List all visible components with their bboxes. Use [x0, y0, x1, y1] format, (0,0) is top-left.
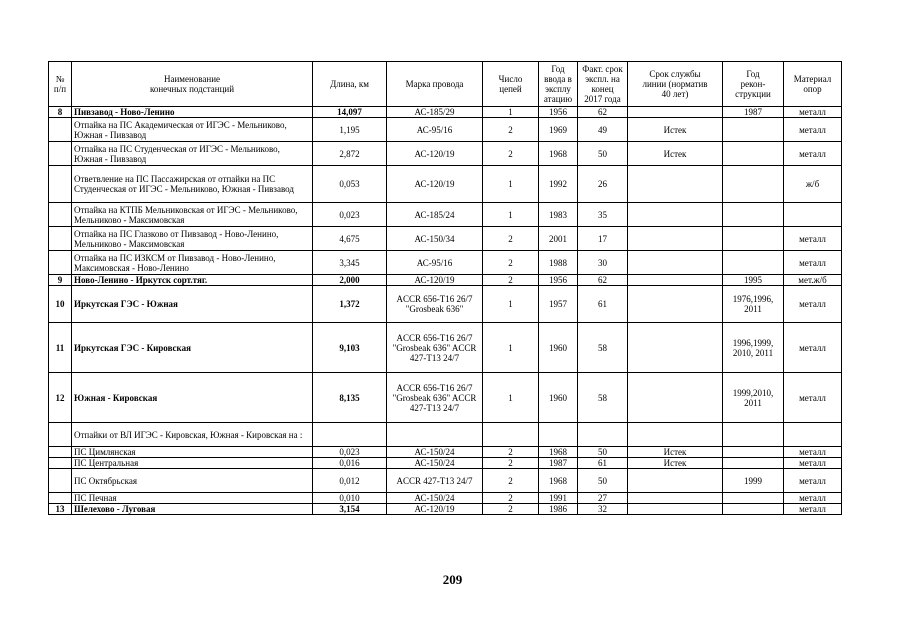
cell-year: 1969	[539, 118, 578, 142]
table-body	[49, 107, 842, 515]
cell-num	[49, 469, 72, 493]
cell-year: 1988	[539, 251, 578, 275]
cell-circuits	[483, 423, 539, 447]
cell-circuits: 2	[483, 504, 539, 515]
header-wire: Марка провода	[387, 62, 483, 107]
header-circuits: Число цепей	[483, 62, 539, 107]
cell-wire: АС-185/29	[387, 107, 483, 118]
cell-num: 13	[49, 504, 72, 515]
cell-year: 1956	[539, 275, 578, 286]
cell-material: металл	[784, 118, 842, 142]
cell-life: Истек	[628, 142, 723, 166]
cell-year: 1991	[539, 493, 578, 504]
cell-year: 1968	[539, 447, 578, 458]
header-life: Срок службы линии (норматив 40 лет)	[628, 62, 723, 107]
cell-wire: АС-150/24	[387, 493, 483, 504]
cell-material: металл	[784, 447, 842, 458]
cell-num: 8	[49, 107, 72, 118]
cell-recon	[723, 504, 784, 515]
table-row-branch	[49, 142, 842, 166]
cell-recon: 1999,2010, 2011	[723, 373, 784, 423]
cell-life: Истек	[628, 118, 723, 142]
cell-wire: АС-150/34	[387, 227, 483, 251]
cell-length: 0,023	[313, 203, 387, 227]
cell-age: 49	[578, 118, 628, 142]
cell-num: 11	[49, 323, 72, 373]
cell-wire: АС-120/19	[387, 504, 483, 515]
cell-length: 1,195	[313, 118, 387, 142]
cell-life: Истек	[628, 458, 723, 469]
table-row-branch	[49, 423, 842, 447]
cell-name: Отпайки от ВЛ ИГЭС - Кировская, Южная - Кировская на :	[72, 423, 313, 447]
cell-material: ж/б	[784, 166, 842, 203]
cell-wire: АС-120/19	[387, 166, 483, 203]
cell-wire	[387, 423, 483, 447]
cell-recon	[723, 423, 784, 447]
cell-length: 3,154	[313, 504, 387, 515]
cell-recon	[723, 118, 784, 142]
cell-recon	[723, 493, 784, 504]
cell-wire: ACCR 656-T16 26/7 "Grosbeak 636" ACCR 427-T13 24/7	[387, 323, 483, 373]
cell-life	[628, 286, 723, 323]
cell-age: 62	[578, 275, 628, 286]
cell-life: Истек	[628, 447, 723, 458]
cell-name: Южная - Кировская	[72, 373, 313, 423]
cell-recon	[723, 142, 784, 166]
cell-circuits: 2	[483, 142, 539, 166]
cell-name: Шелехово - Луговая	[72, 504, 313, 515]
cell-material: металл	[784, 493, 842, 504]
cell-length: 0,012	[313, 469, 387, 493]
cell-circuits: 1	[483, 166, 539, 203]
cell-length: 1,372	[313, 286, 387, 323]
cell-name: Ответвление на ПС Пассажирская от отпайки на ПС Студенческая от ИГЭС - Мельниково, Южная - Пивзавод	[72, 166, 313, 203]
cell-wire: АС-120/19	[387, 275, 483, 286]
cell-circuits: 1	[483, 286, 539, 323]
cell-circuits: 2	[483, 251, 539, 275]
cell-name: ПС Октябрьская	[72, 469, 313, 493]
cell-circuits: 2	[483, 493, 539, 504]
cell-year: 1968	[539, 142, 578, 166]
table-row-branch	[49, 166, 842, 203]
cell-year: 2001	[539, 227, 578, 251]
cell-name: Отпайка на КТПБ Мельниковская от ИГЭС - Мельниково, Мельниково - Максимовская	[72, 203, 313, 227]
cell-age: 62	[578, 107, 628, 118]
header-row	[49, 62, 842, 107]
cell-year: 1986	[539, 504, 578, 515]
cell-life	[628, 227, 723, 251]
cell-circuits: 2	[483, 275, 539, 286]
table-row-branch	[49, 469, 842, 493]
cell-recon	[723, 447, 784, 458]
cell-num	[49, 447, 72, 458]
cell-circuits: 2	[483, 469, 539, 493]
table-row-line	[49, 504, 842, 515]
cell-circuits: 2	[483, 118, 539, 142]
cell-name: ПС Цимлянская	[72, 447, 313, 458]
header-material: Материал опор	[784, 62, 842, 107]
header-age: Факт. срок экспл. на конец 2017 года	[578, 62, 628, 107]
cell-life	[628, 423, 723, 447]
cell-length: 4,675	[313, 227, 387, 251]
header-recon: Год рекон- струкции	[723, 62, 784, 107]
table-row-line	[49, 275, 842, 286]
cell-material: металл	[784, 142, 842, 166]
cell-num	[49, 203, 72, 227]
cell-circuits: 1	[483, 107, 539, 118]
cell-year: 1992	[539, 166, 578, 203]
cell-age: 61	[578, 458, 628, 469]
cell-circuits: 1	[483, 323, 539, 373]
table-row-branch	[49, 493, 842, 504]
cell-wire: АС-150/24	[387, 458, 483, 469]
cell-num	[49, 251, 72, 275]
cell-material: мет.ж/б	[784, 275, 842, 286]
cell-material: металл	[784, 323, 842, 373]
cell-year: 1960	[539, 373, 578, 423]
table-row-line	[49, 107, 842, 118]
cell-recon: 1996,1999, 2010, 2011	[723, 323, 784, 373]
cell-wire: АС-185/24	[387, 203, 483, 227]
cell-year: 1987	[539, 458, 578, 469]
cell-age: 58	[578, 373, 628, 423]
cell-age: 50	[578, 447, 628, 458]
cell-age: 35	[578, 203, 628, 227]
cell-num	[49, 142, 72, 166]
cell-year: 1957	[539, 286, 578, 323]
cell-material: металл	[784, 227, 842, 251]
cell-length	[313, 423, 387, 447]
cell-age	[578, 423, 628, 447]
cell-num: 10	[49, 286, 72, 323]
cell-circuits: 2	[483, 458, 539, 469]
cell-age: 50	[578, 469, 628, 493]
table-row-branch	[49, 447, 842, 458]
header-name: Наименование конечных подстанций	[72, 62, 313, 107]
cell-length: 0,016	[313, 458, 387, 469]
cell-life	[628, 493, 723, 504]
cell-circuits: 2	[483, 227, 539, 251]
cell-life	[628, 504, 723, 515]
cell-year: 1956	[539, 107, 578, 118]
cell-wire: АС-120/19	[387, 142, 483, 166]
page-number: 209	[442, 572, 463, 587]
cell-life	[628, 373, 723, 423]
cell-name: Отпайка на ПС ИЗКСМ от Пивзавод - Ново-Ленино, Максимовская - Ново-Ленино	[72, 251, 313, 275]
cell-name: Ново-Ленино - Иркутск сорт.тяг.	[72, 275, 313, 286]
cell-age: 32	[578, 504, 628, 515]
table-row-line	[49, 373, 842, 423]
cell-num: 12	[49, 373, 72, 423]
cell-year	[539, 423, 578, 447]
cell-life	[628, 203, 723, 227]
cell-length: 0,023	[313, 447, 387, 458]
cell-life	[628, 166, 723, 203]
cell-name: ПС Центральная	[72, 458, 313, 469]
cell-name: Пивзавод - Ново-Ленино	[72, 107, 313, 118]
cell-num	[49, 423, 72, 447]
cell-length: 2,872	[313, 142, 387, 166]
cell-age: 17	[578, 227, 628, 251]
cell-circuits: 2	[483, 447, 539, 458]
cell-year: 1968	[539, 469, 578, 493]
header-length: Длина, км	[313, 62, 387, 107]
table-row-branch	[49, 251, 842, 275]
cell-wire: АС-150/24	[387, 447, 483, 458]
cell-length: 0,053	[313, 166, 387, 203]
cell-length: 14,097	[313, 107, 387, 118]
table-header	[49, 62, 842, 107]
cell-life	[628, 323, 723, 373]
cell-num: 9	[49, 275, 72, 286]
cell-life	[628, 275, 723, 286]
cell-length: 2,000	[313, 275, 387, 286]
table-row-branch	[49, 458, 842, 469]
cell-num	[49, 118, 72, 142]
table-row-branch	[49, 118, 842, 142]
cell-age: 30	[578, 251, 628, 275]
header-num: № п/п	[49, 62, 72, 107]
cell-wire: ACCR 656-T16 26/7 "Grosbeak 636" ACCR 427-T13 24/7	[387, 373, 483, 423]
cell-age: 27	[578, 493, 628, 504]
cell-num	[49, 227, 72, 251]
cell-wire: ACCR 656-T16 26/7 "Grosbeak 636"	[387, 286, 483, 323]
cell-num	[49, 458, 72, 469]
cell-name: Отпайка на ПС Глазково от Пивзавод - Ново-Ленино, Мельниково - Максимовская	[72, 227, 313, 251]
cell-life	[628, 107, 723, 118]
cell-age: 26	[578, 166, 628, 203]
table-row-line	[49, 286, 842, 323]
cell-material: металл	[784, 469, 842, 493]
cell-material: металл	[784, 286, 842, 323]
cell-recon	[723, 203, 784, 227]
cell-age: 61	[578, 286, 628, 323]
cell-material	[784, 203, 842, 227]
cell-age: 58	[578, 323, 628, 373]
cell-name: Иркутская ГЭС - Кировская	[72, 323, 313, 373]
cell-length: 8,135	[313, 373, 387, 423]
cell-year: 1960	[539, 323, 578, 373]
cell-recon: 1976,1996, 2011	[723, 286, 784, 323]
cell-recon	[723, 227, 784, 251]
cell-life	[628, 469, 723, 493]
table-row-branch	[49, 227, 842, 251]
cell-length: 3,345	[313, 251, 387, 275]
cell-length: 9,103	[313, 323, 387, 373]
cell-material: металл	[784, 373, 842, 423]
cell-name: Отпайка на ПС Академическая от ИГЭС - Мельниково, Южная - Пивзавод	[72, 118, 313, 142]
cell-material: металл	[784, 458, 842, 469]
cell-recon	[723, 166, 784, 203]
cell-num	[49, 166, 72, 203]
cell-wire: ACCR 427-T13 24/7	[387, 469, 483, 493]
cell-material: металл	[784, 504, 842, 515]
table-row-branch	[49, 203, 842, 227]
cell-life	[628, 251, 723, 275]
cell-year: 1983	[539, 203, 578, 227]
power-lines-table	[48, 61, 842, 515]
cell-length: 0,010	[313, 493, 387, 504]
cell-name: Отпайка на ПС Студенческая от ИГЭС - Мельниково, Южная - Пивзавод	[72, 142, 313, 166]
header-year: Год ввода в эксплу атацию	[539, 62, 578, 107]
cell-name: ПС Печная	[72, 493, 313, 504]
cell-age: 50	[578, 142, 628, 166]
cell-recon	[723, 251, 784, 275]
cell-material: металл	[784, 107, 842, 118]
cell-wire: АС-95/16	[387, 251, 483, 275]
cell-name: Иркутская ГЭС - Южная	[72, 286, 313, 323]
cell-num	[49, 493, 72, 504]
table-row-line	[49, 323, 842, 373]
cell-recon	[723, 458, 784, 469]
cell-wire: АС-95/16	[387, 118, 483, 142]
cell-circuits: 1	[483, 373, 539, 423]
cell-recon: 1995	[723, 275, 784, 286]
cell-material: металл	[784, 251, 842, 275]
cell-material	[784, 423, 842, 447]
cell-recon: 1999	[723, 469, 784, 493]
cell-circuits: 1	[483, 203, 539, 227]
cell-recon: 1987	[723, 107, 784, 118]
